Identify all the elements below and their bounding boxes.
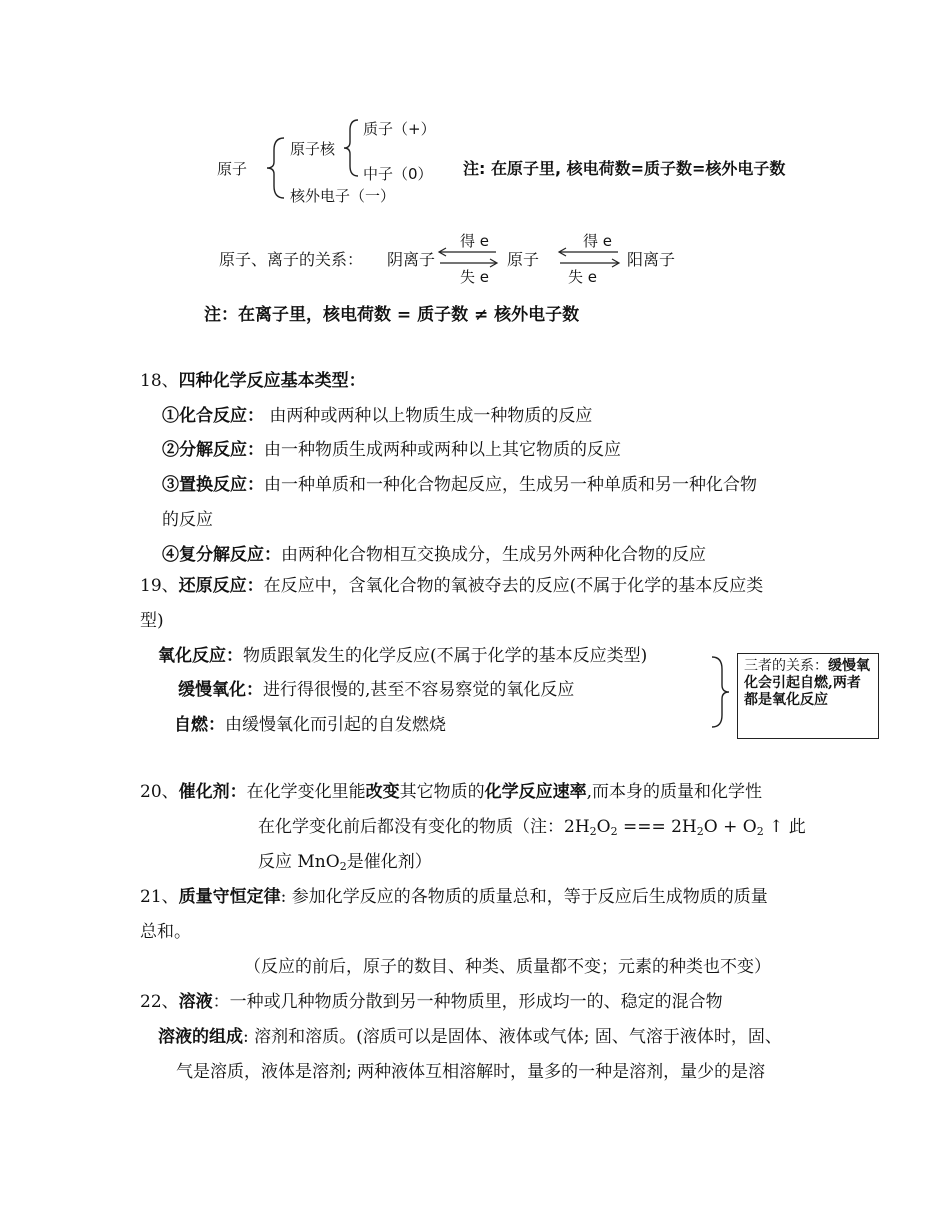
definition-continued: 型) (140, 611, 164, 631)
emphasis-change: 改变 (365, 782, 400, 802)
proton-label: 质子（+） (363, 120, 436, 138)
subscript: 2 (756, 825, 764, 838)
definition: 由缓慢氧化而引起的自发燃烧 (225, 715, 446, 735)
text: O (596, 817, 611, 837)
definition: 由一种物质生成两种或两种以上其它物质的反应 (264, 440, 621, 460)
ion-atom-label: 原子 (507, 250, 540, 269)
left-brace (262, 136, 292, 200)
term-oxidation: 氧化反应： (158, 646, 243, 666)
text: 反应 MnO (258, 852, 340, 872)
section-title: 催化剂： (178, 782, 247, 802)
definition: : 参加化学反应的各物质的质量总和，等于反应后生成物质的质量 (280, 887, 768, 907)
term-spontaneous-combustion: 自燃： (174, 715, 225, 735)
definition: : 溶剂和溶质。(溶质可以是固体、液体或气体; 固、气溶于液体时，固、 (243, 1027, 782, 1047)
definition: 由两种或两种以上物质生成一种物质的反应 (264, 406, 593, 426)
text: === 2H (617, 817, 697, 837)
definition: ：一种或几种物质分散到另一种物质里，形成均一的、稳定的混合物 (212, 992, 723, 1012)
section-title: 四种化学反应基本类型： (178, 371, 366, 391)
section-title: 质量守恒定律 (178, 887, 281, 907)
definition-continued: 气是溶质，液体是溶剂; 两种液体互相溶解时，量多的一种是溶剂，量少的是溶 (176, 1062, 766, 1082)
section-number: 20、 (140, 782, 179, 802)
right-brace (708, 655, 732, 729)
anion-label: 阴离子 (387, 250, 436, 269)
electron-label: 核外电子（一） (290, 187, 396, 205)
lose-electron-right: 失 e (568, 268, 597, 286)
subscript: 2 (610, 825, 618, 838)
relationship-prefix: 三者的关系： (744, 658, 828, 674)
term-slow-oxidation: 缓慢氧化： (178, 680, 263, 700)
definition: 由两种化合物相互交换成分，生成另外两种化合物的反应 (281, 545, 706, 565)
emphasis-rate: 化学反应速率 (484, 782, 587, 802)
lose-electron-left: 失 e (460, 268, 489, 286)
relationship-text: 缓慢氧化会引起自燃,两者都是氧化反应 (744, 658, 870, 708)
catalyst-equation-line (258, 810, 806, 845)
gain-electron-left: 得 e (460, 232, 489, 250)
definition-part: ,而本身的质量和化学性 (586, 782, 763, 802)
text: 是催化剂） (346, 852, 432, 872)
subscript: 2 (339, 860, 347, 873)
text: 在化学变化前后都没有变化的物质（注：2H (258, 817, 590, 837)
neutron-label: 中子（0） (363, 165, 433, 183)
section-title: 还原反应： (178, 576, 264, 596)
section-number: 22、 (140, 992, 179, 1012)
subscript: 2 (589, 825, 597, 838)
parenthetical-note: （反应的前后，原子的数目、种类、质量都不变；元素的种类也不变） (244, 957, 771, 977)
atom-label: 原子 (217, 160, 248, 178)
nucleus-brace (340, 118, 364, 180)
section-title: 溶液 (178, 992, 213, 1012)
definition-part: 其它物质的 (399, 782, 485, 802)
section-number: 18、 (140, 371, 179, 391)
definition-continued: 总和。 (140, 922, 191, 942)
section-number: 21、 (140, 887, 179, 907)
text: O + O (703, 817, 757, 837)
cation-label: 阳离子 (627, 250, 676, 269)
definition-part: 在化学变化里能 (246, 782, 366, 802)
definition-continued: 的反应 (162, 510, 213, 530)
section-number: 19、 (140, 576, 179, 596)
atom-note: 注: 在原子里, 核电荷数=质子数=核外电子数 (463, 159, 786, 178)
text: ↑ 此 (763, 817, 806, 837)
definition: 物质跟氧发生的化学反应(不属于化学的基本反应类型) (243, 646, 648, 666)
definition: 进行得很慢的,甚至不容易察觉的氧化反应 (263, 680, 575, 700)
nucleus-label: 原子核 (290, 140, 336, 158)
term-solution-composition: 溶液的组成 (158, 1027, 243, 1047)
term-double-decomposition: ④复分解反应： (162, 545, 281, 565)
term-displacement: ③置换反应： (162, 475, 264, 495)
term-combination: ①化合反应： (162, 406, 264, 426)
relationship-note-box (737, 653, 879, 739)
definition: 由一种单质和一种化合物起反应，生成另一种单质和另一种化合物 (264, 475, 757, 495)
term-decomposition: ②分解反应： (162, 440, 264, 460)
gain-electron-right: 得 e (583, 232, 612, 250)
subscript: 2 (696, 825, 704, 838)
ion-relation-label: 原子、离子的关系： (219, 250, 364, 269)
ion-note: 注：在离子里，核电荷数 = 质子数 ≠ 核外电子数 (204, 305, 580, 325)
definition: 在反应中，含氧化合物的氧被夺去的反应(不属于化学的基本反应类 (263, 576, 764, 596)
